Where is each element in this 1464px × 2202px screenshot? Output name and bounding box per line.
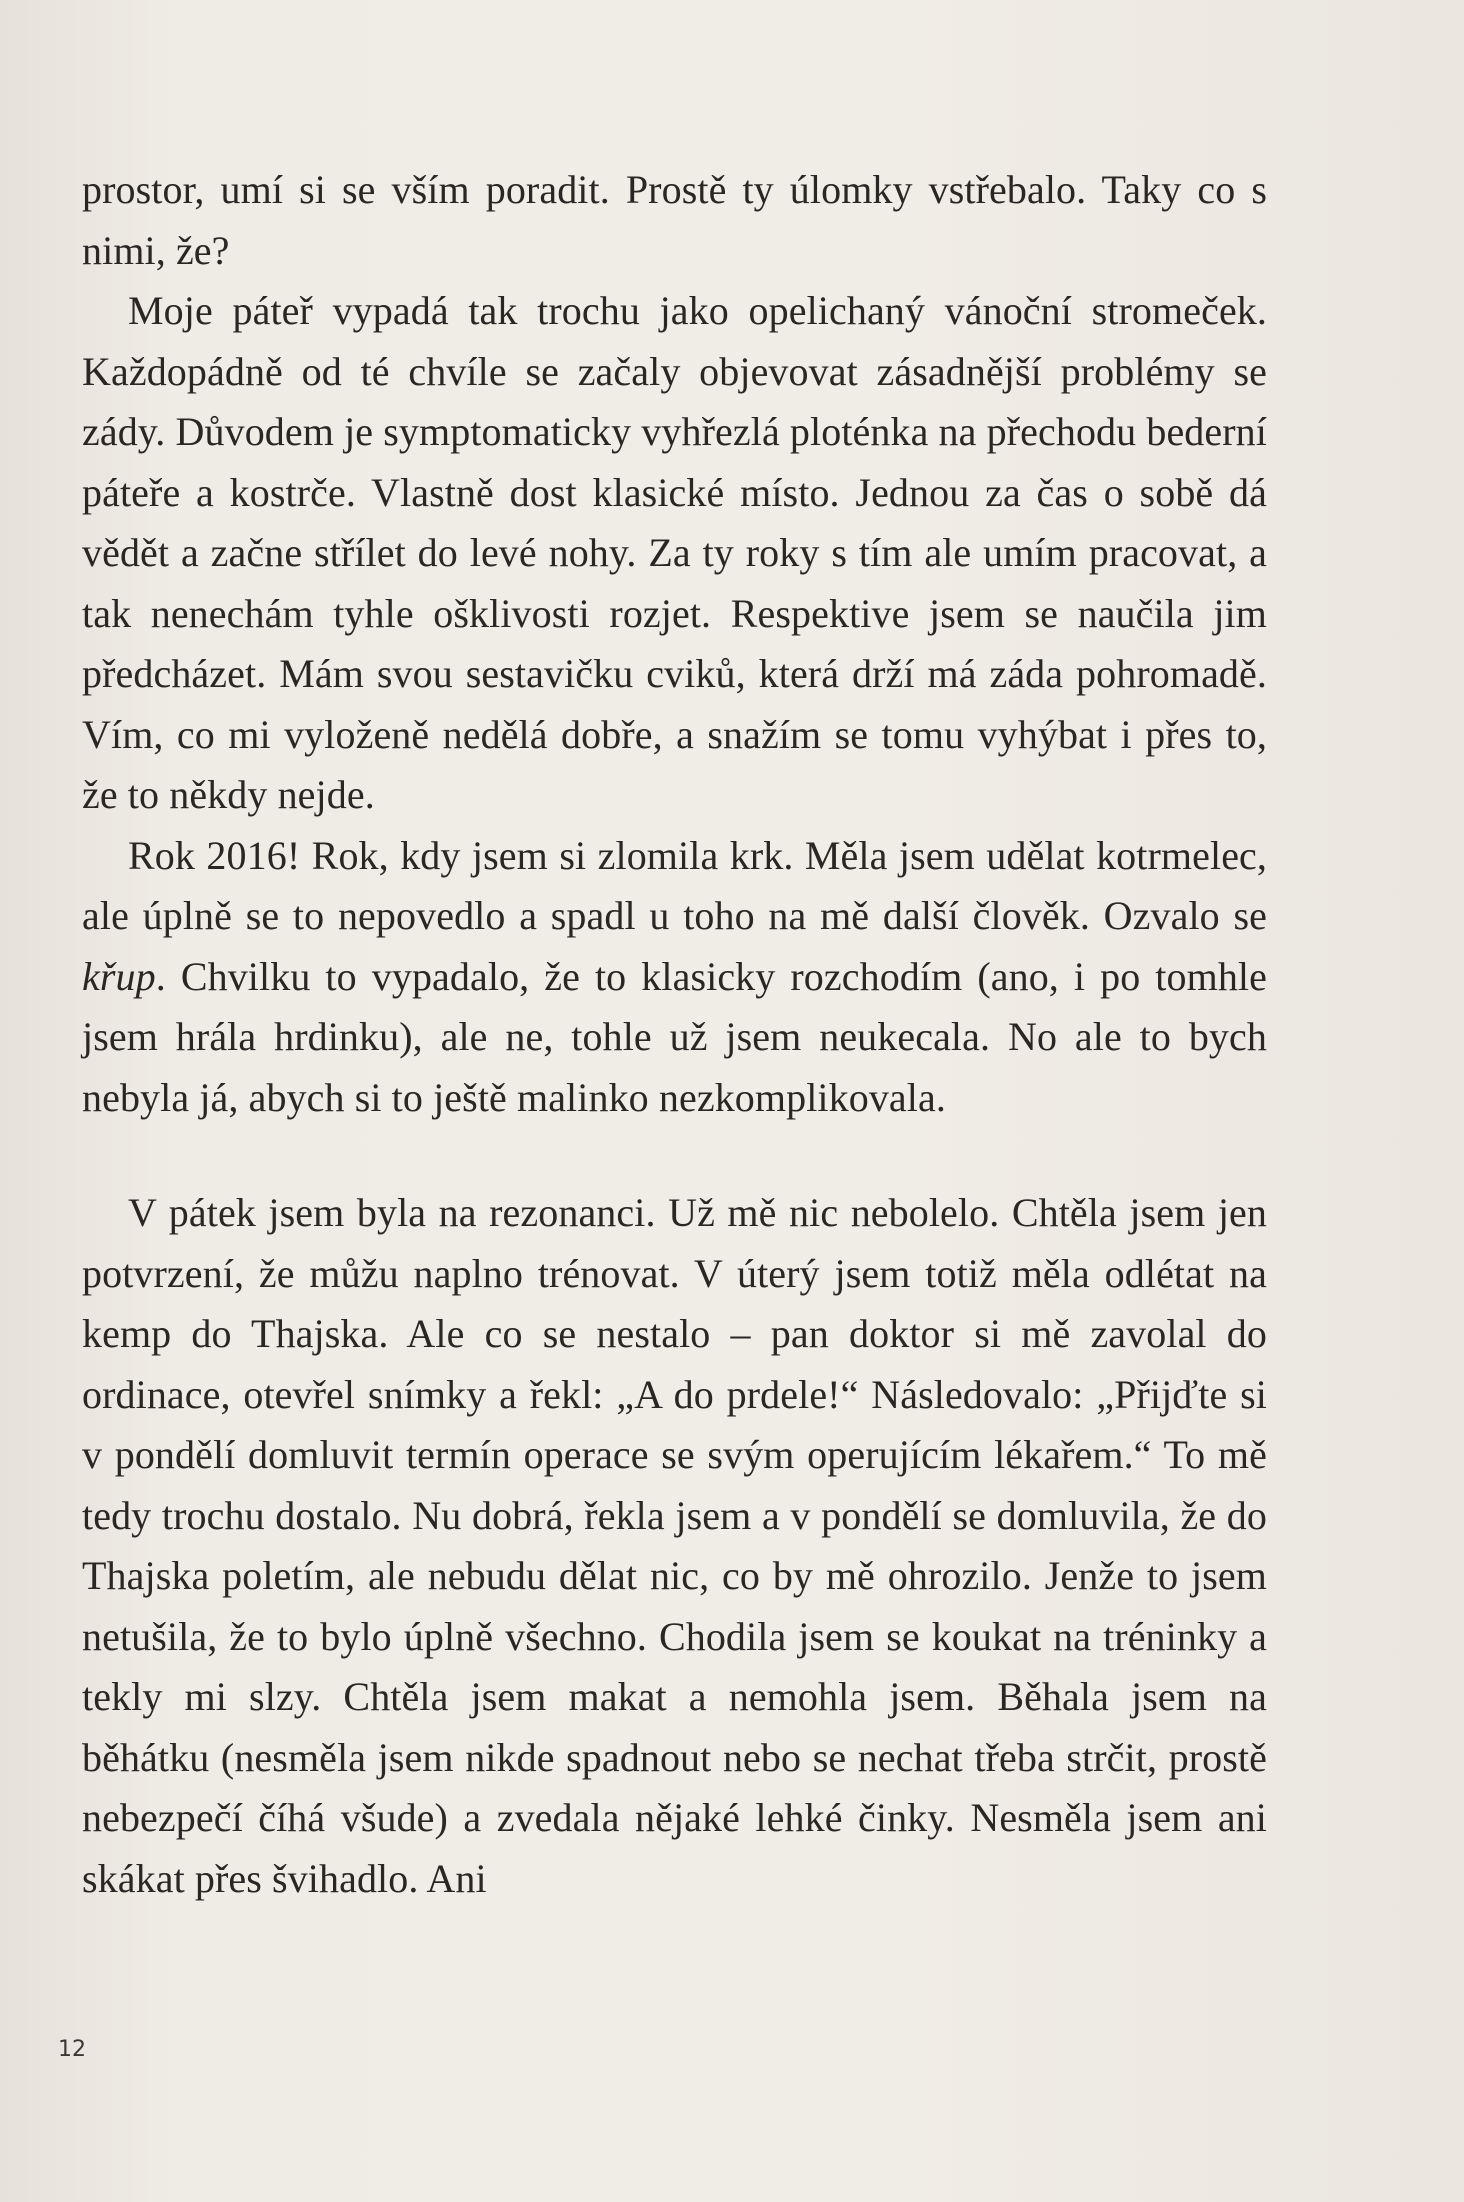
paragraph: V pátek jsem byla na rezonanci. Už mě nic nebolelo. Chtěla jsem jen potvrzení, že můžu naplno trénovat. V úterý jsem totiž měla odlétat na kemp do Thajska. Ale co se nestalo – pan doktor si mě zavolal do ordinace, otevřel snímky a řekl: „A do prdele!“ Následovalo: „Přijďte si v pondělí domluvit termín operace se svým operujícím lékařem.“ To mě tedy trochu dostalo. Nu dobrá, řekla jsem a v pondělí se domluvila, že do Thajska poletím, ale nebudu dělat nic, co by mě ohrozilo. Jenže to jsem netušila, že to bylo úplně všechno. Chodila jsem se koukat na tréninky a tekly mi slzy. Chtěla jsem makat a nemohla jsem. Běhala jsem na běhátku (nesměla jsem nikde spadnout nebo se nechat třeba strčit, prostě nebezpečí číhá všude) a zvedala nějaké lehké činky. Nesměla jsem ani skákat přes švihadlo. Ani — [82, 1190, 1267, 1901]
paragraph-text: Rok 2016! Rok, kdy jsem si zlomila krk. Měla jsem udělat kotrmelec, ale úplně se to nepovedlo a spadl u toho na mě další člověk. Ozvalo se — [82, 832, 1267, 938]
emphasis-text: křup — [82, 953, 156, 999]
paragraph: prostor, umí si se vším poradit. Prostě ty úlomky vstřebalo. Taky co s nimi, že? — [82, 167, 1267, 273]
page-number: 12 — [58, 2037, 86, 2062]
paragraph: Moje páteř vypadá tak trochu jako opelichaný vánoční stromeček. Každopádně od té chvíle se začaly objevovat zásadnější problémy se zády. Důvodem je symptomaticky vyhřezlá ploténka na přechodu bederní páteře a kostrče. Vlastně dost klasické místo. Jednou za čas o sobě dá vědět a začne střílet do levé nohy. Za ty roky s tím ale umím pracovat, a tak nenechám tyhle ošklivosti rozjet. Respektive jsem se naučila jim předcházet. Mám svou sestavičku cviků, která drží má záda pohromadě. Vím, co mi vyloženě nedělá dobře, a snažím se tomu vyhýbat i přes to, že to někdy nejde. — [82, 288, 1267, 817]
text-section-2 — [82, 1183, 1267, 1909]
paragraph — [82, 826, 1267, 1129]
text-section-1 — [82, 160, 1267, 1128]
paragraph-text: . Chvilku to vypadalo, že to klasicky rozchodím (ano, i po tomhle jsem hrála hrdinku), ale ne, tohle už jsem neukecala. No ale to bych nebyla já, abych si to ještě malinko nezkomplikovala. — [82, 953, 1267, 1120]
